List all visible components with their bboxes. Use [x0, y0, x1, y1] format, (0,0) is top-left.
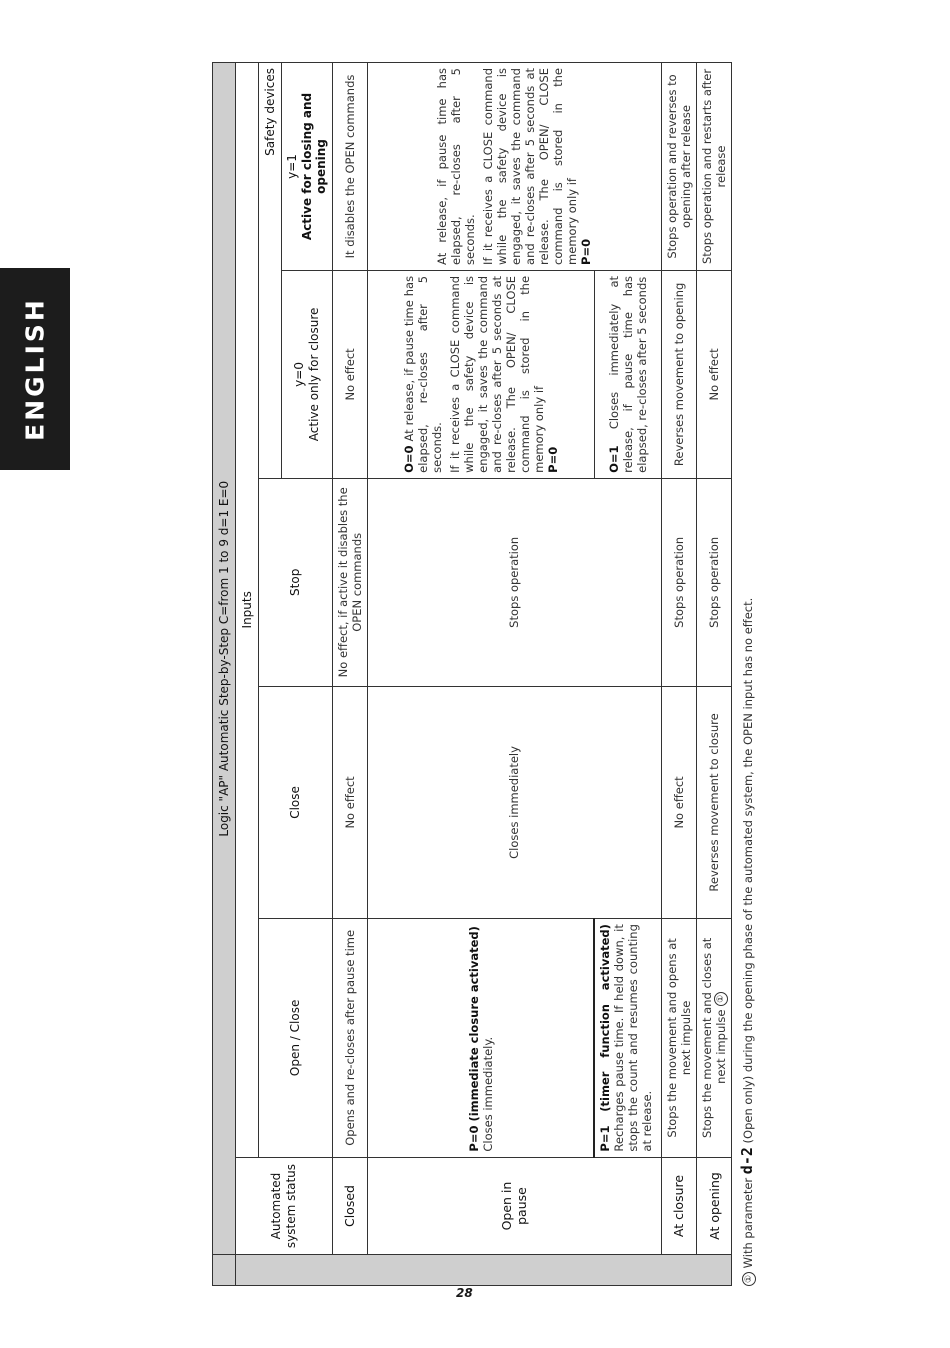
p0-label: P=0 (immediate closure activated) — [466, 926, 481, 1152]
cell-closure-y1: Stops operation and reverses to opening after release — [661, 63, 696, 271]
cell-pause-y0-o1 — [594, 270, 661, 478]
cell-closure-close: No effect — [661, 686, 696, 918]
table-row-closed — [332, 63, 367, 1286]
y1-text1: At release, if pause time has elapsed, re-closes after 5 seconds. — [435, 68, 478, 265]
cell-closure-y0: Reverses movement to opening — [661, 270, 696, 478]
status-closed: Closed — [332, 1157, 367, 1255]
o0-p: P=0 — [545, 446, 560, 473]
cell-pause-p0 — [367, 919, 594, 1157]
cell-pause-stop: Stops operation — [367, 478, 661, 686]
header-close: Close — [259, 686, 333, 918]
header-y1-line1: y=1 — [285, 154, 299, 179]
header-open-close: Open / Close — [259, 919, 333, 1157]
cell-closed-open-close: Opens and re-closes after pause time — [332, 919, 367, 1157]
footnote-suffix: (Open only) during the opening phase of the automated system, the OPEN input has no effect. — [741, 597, 756, 1144]
language-tab-label: ENGLISH — [20, 297, 50, 441]
header-inputs: Inputs — [236, 63, 259, 1158]
footnote-marker-icon: ① — [714, 992, 728, 1006]
header-safety-devices: Safety devices — [259, 63, 282, 479]
header-safety-y0 — [282, 270, 333, 478]
table-row-open-in-pause — [367, 63, 594, 1286]
o1-text: Closes immediately at release, if pause time has elapsed, re-closes after 5 seconds — [606, 275, 649, 473]
header-y0-line2: Active only for closure — [306, 307, 321, 442]
o0-label: O=0 — [401, 445, 416, 473]
y1-p: P=0 — [579, 238, 594, 265]
o0-text1: At release, if pause time has elapsed, re-closes after 5 seconds. — [401, 275, 444, 473]
footnote-param: d-2 — [738, 1147, 757, 1175]
cell-opening-y0: No effect — [696, 270, 732, 478]
cell-pause-p1 — [594, 919, 661, 1157]
table-shade-column — [236, 1255, 732, 1286]
o1-label: O=1 — [606, 445, 621, 473]
header-safety-y1 — [282, 63, 333, 271]
cell-pause-y1 — [367, 63, 661, 271]
p1-label: P=1 (timer function activated) — [598, 924, 613, 1152]
opening-open-close-text: Stops the movement and closes at next impulse — [699, 937, 728, 1139]
table-title: Logic "AP" Automatic Step-by-Step C=from 1 to 9 d=1 E=0 — [213, 63, 236, 1255]
table-shade-cell — [213, 1255, 236, 1286]
o0-text2: If it receives a CLOSE command while the safety device is engaged, it saves the command and re-closes after 5 seconds at release. The OPEN/ CLOSE command is stored in the memory only if — [447, 275, 546, 473]
cell-opening-close: Reverses movement to closure — [696, 686, 732, 918]
cell-closure-stop: Stops operation — [661, 478, 696, 686]
cell-closed-y0: No effect — [332, 270, 367, 478]
table-row-at-closure — [661, 63, 696, 1286]
status-at-opening: At opening — [696, 1157, 732, 1255]
header-y0-line1: y=0 — [292, 362, 307, 387]
table-footnote — [738, 22, 756, 1286]
cell-pause-close: Closes immediately — [367, 686, 661, 918]
status-at-closure: At closure — [661, 1157, 696, 1255]
table-row-at-opening — [696, 63, 732, 1286]
language-tab — [0, 268, 70, 470]
y1-text2: If it receives a CLOSE command while the safety device is engaged, it saves the command and re-closes after 5 seconds at release. The OPEN/ CLOSE command is stored in the memory only if — [481, 68, 580, 265]
rotated-content — [212, 22, 757, 1286]
status-open-in-pause: Open in pause — [367, 1157, 661, 1255]
header-system-status: Automated system status — [236, 1157, 333, 1255]
p0-text: Closes immediately. — [480, 1036, 495, 1152]
cell-opening-stop: Stops operation — [696, 478, 732, 686]
cell-opening-open-close — [696, 919, 732, 1157]
logic-table — [212, 62, 732, 1286]
cell-closed-stop: No effect, if active it disables the OPEN commands — [332, 478, 367, 686]
cell-closed-close: No effect — [332, 686, 367, 918]
footnote-prefix: With parameter — [741, 1177, 756, 1269]
cell-pause-y0-o0 — [367, 270, 594, 478]
cell-closure-open-close: Stops the movement and opens at next impulse — [661, 919, 696, 1157]
footnote-circle-icon: ① — [742, 1272, 756, 1286]
cell-opening-y1: Stops operation and restarts after release — [696, 63, 732, 271]
page-number: 28 — [456, 1286, 473, 1300]
header-y1-line2: Active for closing and opening — [299, 92, 329, 241]
p1-text: Recharges pause time. If held down, it stops the count and resumes counting at release. — [612, 924, 655, 1152]
header-stop: Stop — [259, 478, 333, 686]
cell-closed-y1: It disables the OPEN commands — [332, 63, 367, 271]
